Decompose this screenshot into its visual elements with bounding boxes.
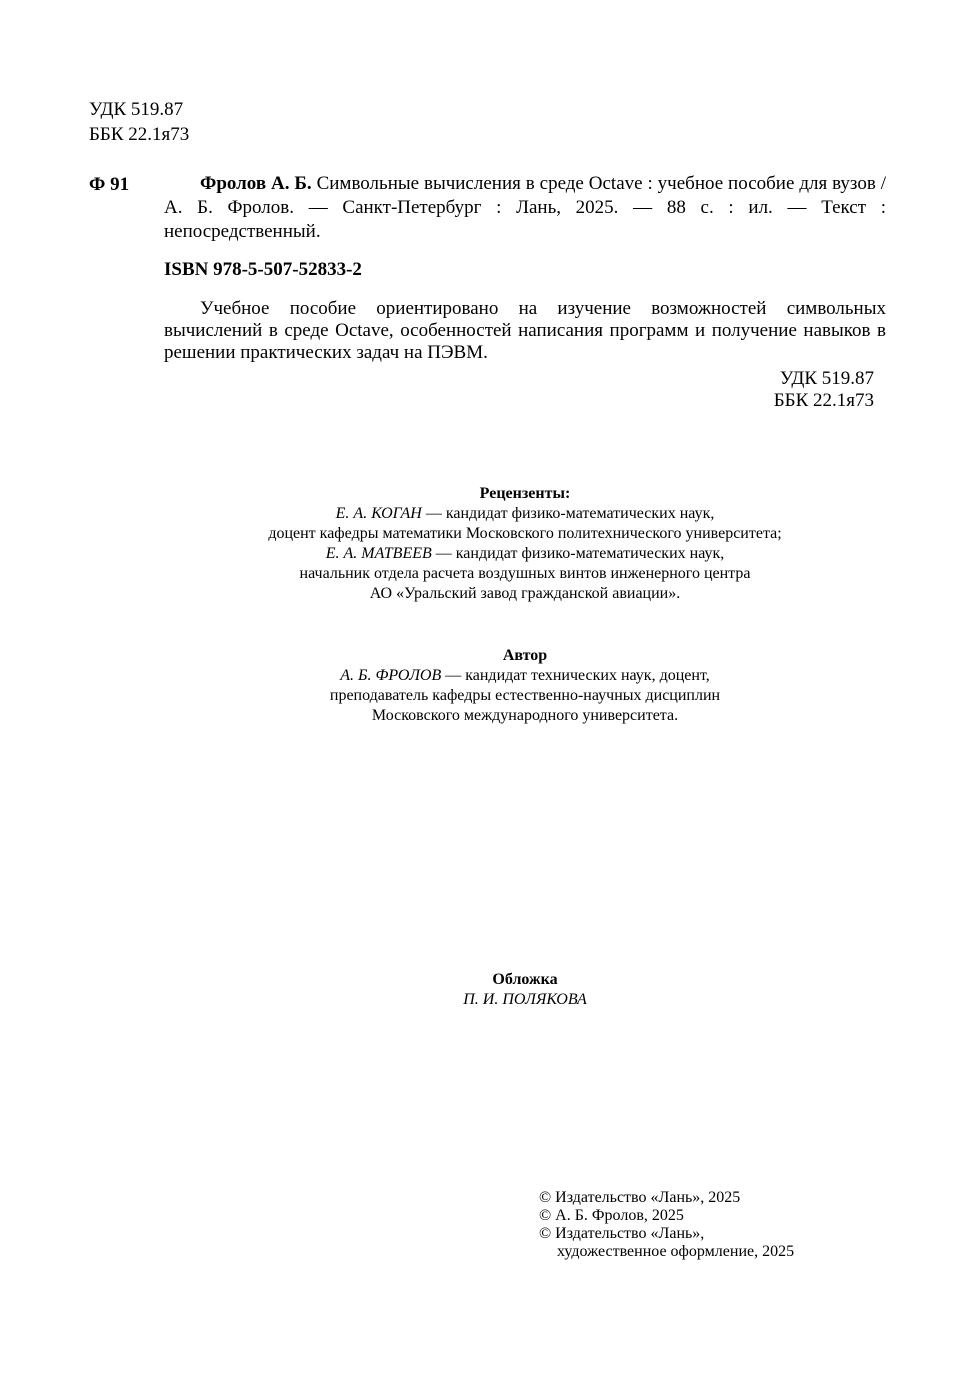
copyright-design: © Издательство «Лань», <box>539 1225 705 1242</box>
reviewer-1-name: Е. А. КОГАН <box>335 505 422 522</box>
reviewer-1-position: доцент кафедры математики Московского политехнического университета; <box>268 525 782 542</box>
reviewers-heading: Рецензенты: <box>479 485 571 502</box>
author-title: — кандидат технических наук, доцент, <box>441 667 710 684</box>
author-block <box>164 646 886 726</box>
udk-code-right: УДК 519.87 <box>779 368 874 389</box>
udk-bbk-top <box>89 97 189 147</box>
reviewers-block <box>164 484 886 604</box>
copyright-author: © А. Б. Фролов, 2025 <box>539 1207 684 1224</box>
reviewer-1 <box>164 504 886 524</box>
udk-code: УДК 519.87 <box>89 99 184 120</box>
isbn: ISBN 978-5-507-52833-2 <box>164 259 362 280</box>
cover-heading: Обложка <box>492 971 558 988</box>
author-name: А. Б. ФРОЛОВ <box>340 667 442 684</box>
abstract-text: Учебное пособие ориентировано на изучение возможностей символьных вычислений в среде Octave, особенностей написания программ и получение навыков в решении практических задач на ПЭВМ. <box>164 298 886 363</box>
bbk-code: ББК 22.1я73 <box>89 124 190 145</box>
author-organization: Московского международного университета. <box>371 707 679 724</box>
udk-bbk-right <box>740 368 874 412</box>
reviewer-2-name: Е. А. МАТВЕЕВ <box>325 545 432 562</box>
record-author: Фролов А. Б. <box>200 173 312 194</box>
cover-designer: П. И. ПОЛЯКОВА <box>463 991 587 1008</box>
bibliographic-record <box>164 172 886 244</box>
copyright-design-note: художественное оформление, 2025 <box>557 1243 795 1260</box>
author-position: преподаватель кафедры естественно-научных дисциплин <box>329 687 721 704</box>
bbk-code-right: ББК 22.1я73 <box>773 390 874 411</box>
author-heading: Автор <box>502 647 548 664</box>
author-line <box>164 666 886 686</box>
reviewer-2-organization: АО «Уральский завод гражданской авиации». <box>369 585 681 602</box>
author-mark: Ф 91 <box>89 174 130 195</box>
abstract <box>164 298 886 364</box>
copyright-publisher: © Издательство «Лань», 2025 <box>539 1189 741 1206</box>
reviewer-2-title: — кандидат физико-математических наук, <box>431 545 725 562</box>
reviewer-2-position: начальник отдела расчета воздушных винтов инженерного центра <box>299 565 751 582</box>
reviewer-2 <box>164 544 886 564</box>
reviewer-1-title: — кандидат физико-математических наук, <box>421 505 715 522</box>
cover-block <box>164 970 886 1010</box>
copyright-block <box>539 1189 794 1261</box>
record-description: Символьные вычисления в среде Octave : учебное пособие для вузов / А. Б. Фролов. — Санкт-Петербург : Лань, 2025. — 88 с. : ил. — Текст : непосредственный. <box>164 173 886 242</box>
